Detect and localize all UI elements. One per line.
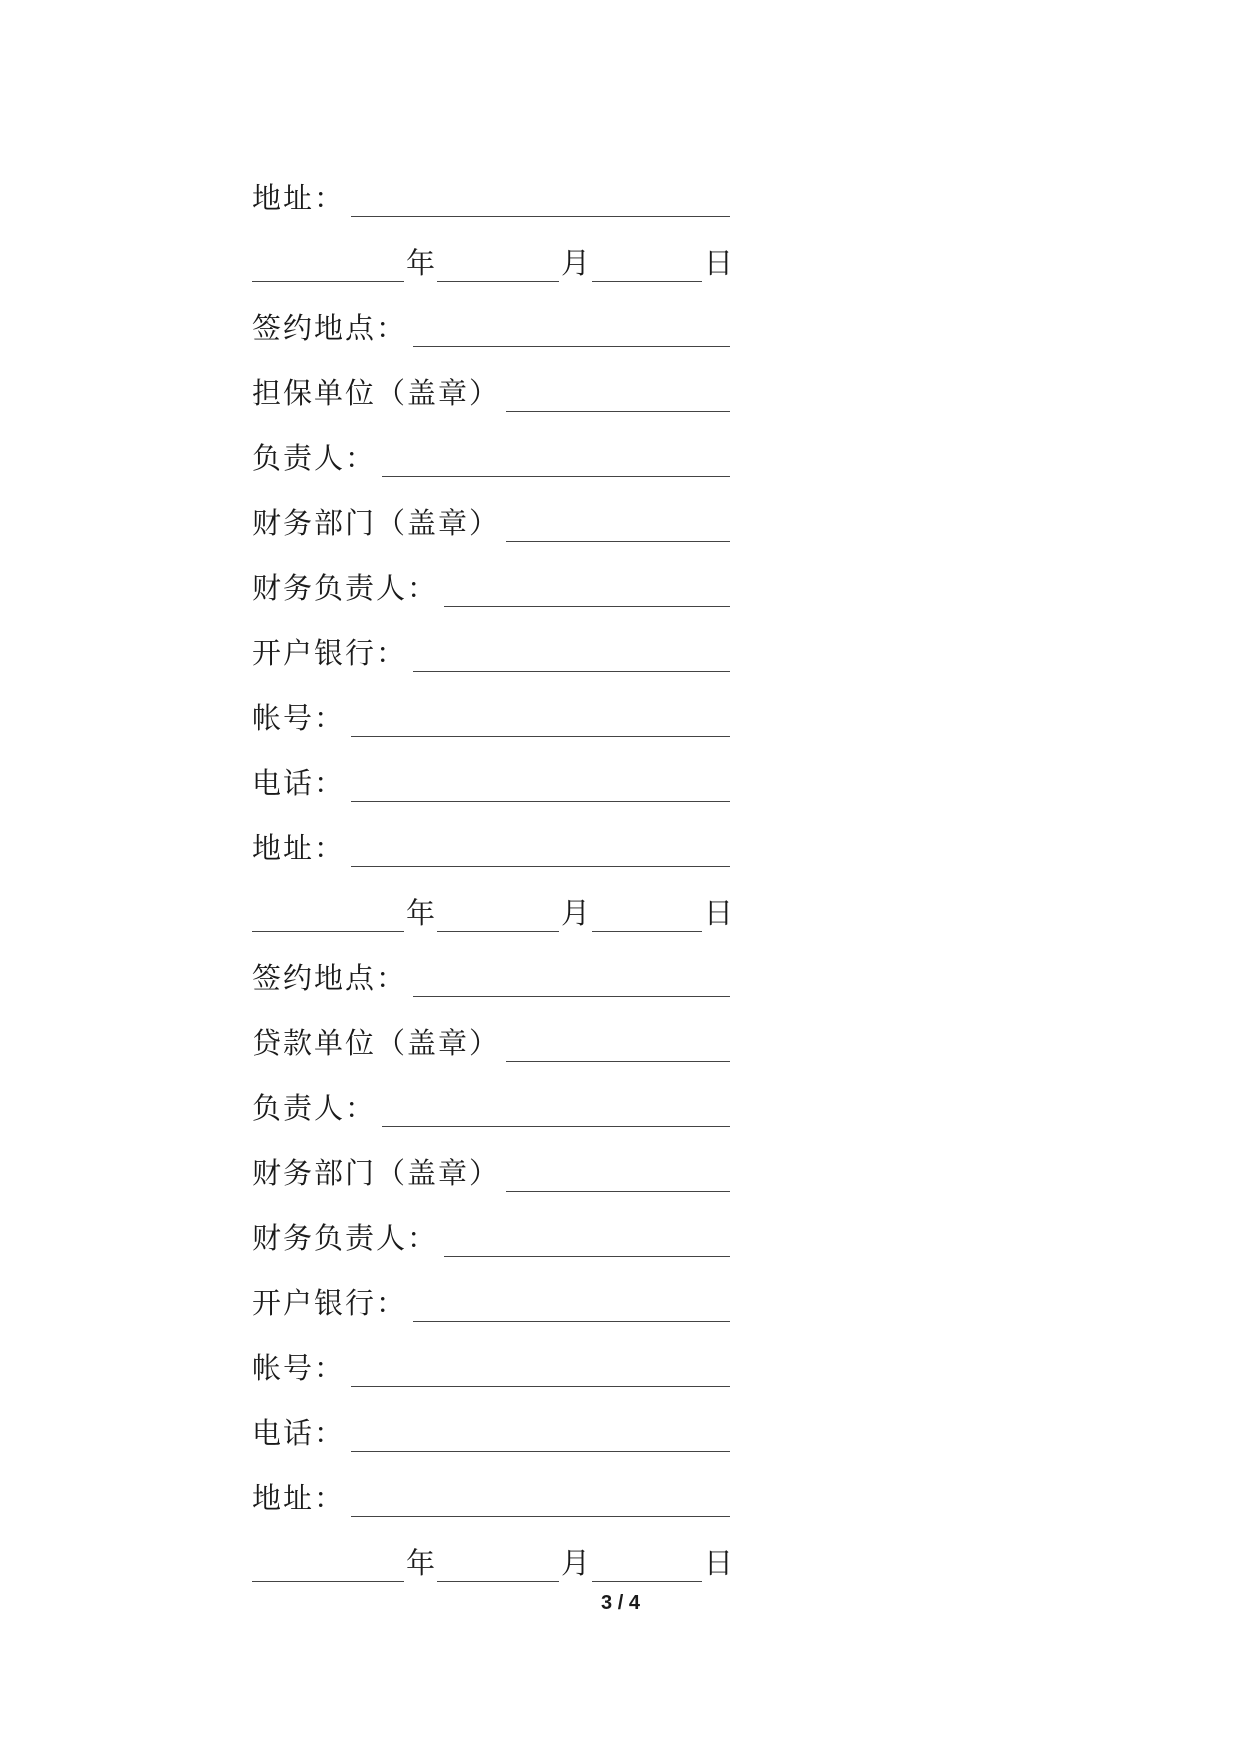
phone-label: 电话： [252,766,346,800]
responsible-person-blank[interactable] [382,446,730,477]
day-blank[interactable] [592,1551,702,1582]
year-unit: 年 [406,246,436,280]
signing-place-line [252,932,730,997]
bank-blank[interactable] [413,1291,730,1322]
bank-label: 开户银行： [252,1286,408,1320]
signing-place-label: 签约地点： [252,311,408,345]
account-label: 帐号： [252,1351,346,1385]
borrower-phone-line [252,1387,730,1452]
signing-place-blank[interactable] [413,966,730,997]
address-label: 地址： [252,181,346,215]
finance-head-label: 财务负责人： [252,571,439,605]
guarantor-unit-line [252,347,730,412]
responsible-person-label: 负责人： [252,441,377,475]
borrower-responsible-line [252,1062,730,1127]
guarantor-address-line [252,802,730,867]
date-line [252,867,734,932]
finance-dept-label: 财务部门（盖章） [252,1156,501,1190]
page-number: 3 / 4 [601,1592,640,1614]
borrower-account-line [252,1322,730,1387]
borrower-finance-head-line [252,1192,730,1257]
account-label: 帐号： [252,701,346,735]
phone-blank[interactable] [351,1421,730,1452]
finance-head-blank[interactable] [444,576,730,607]
phone-label: 电话： [252,1416,346,1450]
finance-dept-blank[interactable] [506,511,730,542]
finance-head-label: 财务负责人： [252,1221,439,1255]
document-body [252,152,734,1582]
guarantor-account-line [252,672,730,737]
address-label: 地址： [252,1481,346,1515]
phone-blank[interactable] [351,771,730,802]
signing-place-blank[interactable] [413,316,730,347]
borrower-unit-label: 贷款单位（盖章） [252,1026,501,1060]
finance-dept-label: 财务部门（盖章） [252,506,501,540]
account-blank[interactable] [351,1356,730,1387]
address-blank[interactable] [351,1486,730,1517]
signing-place-line [252,282,730,347]
responsible-person-blank[interactable] [382,1096,730,1127]
year-blank[interactable] [252,251,404,282]
month-blank[interactable] [437,251,559,282]
bank-label: 开户银行： [252,636,408,670]
address-label: 地址： [252,831,346,865]
guarantor-unit-blank[interactable] [506,381,730,412]
address-blank[interactable] [351,186,730,217]
year-blank[interactable] [252,1551,404,1582]
year-unit: 年 [406,896,436,930]
account-blank[interactable] [351,706,730,737]
day-unit: 日 [704,246,734,280]
responsible-person-label: 负责人： [252,1091,377,1125]
borrower-bank-line [252,1257,730,1322]
guarantor-responsible-line [252,412,730,477]
borrower-address-line [252,1452,730,1517]
year-blank[interactable] [252,901,404,932]
guarantor-finance-head-line [252,542,730,607]
day-blank[interactable] [592,901,702,932]
date-line [252,1517,734,1582]
guarantor-bank-line [252,607,730,672]
month-blank[interactable] [437,901,559,932]
month-blank[interactable] [437,1551,559,1582]
month-unit: 月 [561,246,591,280]
finance-head-blank[interactable] [444,1226,730,1257]
borrower-finance-dept-line [252,1127,730,1192]
address-line [252,152,730,217]
guarantor-phone-line [252,737,730,802]
year-unit: 年 [406,1546,436,1580]
day-blank[interactable] [592,251,702,282]
finance-dept-blank[interactable] [506,1161,730,1192]
address-blank[interactable] [351,836,730,867]
guarantor-unit-label: 担保单位（盖章） [252,376,501,410]
signing-place-label: 签约地点： [252,961,408,995]
month-unit: 月 [561,896,591,930]
borrower-unit-line [252,997,730,1062]
borrower-unit-blank[interactable] [506,1031,730,1062]
guarantor-finance-dept-line [252,477,730,542]
month-unit: 月 [561,1546,591,1580]
day-unit: 日 [704,896,734,930]
date-line [252,217,734,282]
day-unit: 日 [704,1546,734,1580]
bank-blank[interactable] [413,641,730,672]
